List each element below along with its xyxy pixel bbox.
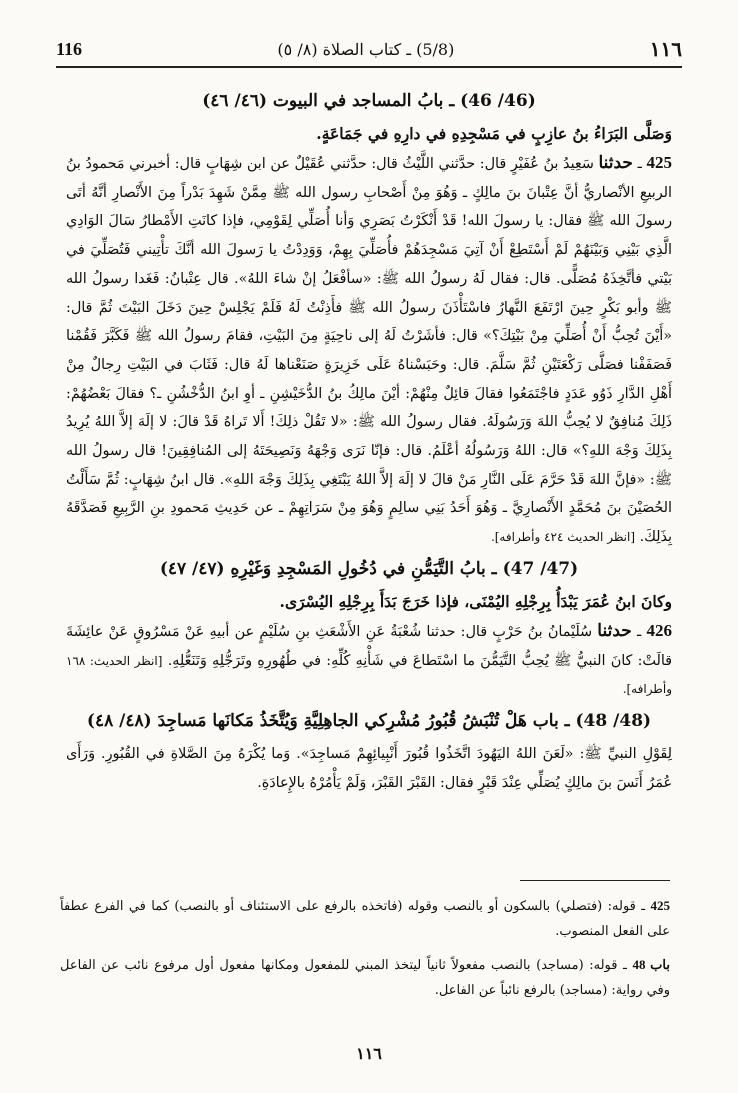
chapter-heading: (46/ 46) ـ بابُ المساجد في البيوت (٤٦/ ٤٦) xyxy=(202,91,536,111)
footnote-number: 425 xyxy=(650,898,670,913)
running-title: (5/8) ـ كتاب الصلاة (٨/ ٥) xyxy=(277,39,455,59)
cross-reference: [انظر الحديث: ١٦٨ وأطرافه]. xyxy=(66,653,672,697)
footnote-divider xyxy=(520,880,670,881)
chapter-heading: (47/ 47) ـ بابُ التَّيَمُّنِ في دُخُولِ المَسْجِدِ وَغَيْرِهِ (٤٧/ ٤٧) xyxy=(159,558,579,579)
footnote xyxy=(60,893,670,944)
text-paragraph: لِقَوْلِ النبيِّ ﷺ: «لَعَنَ اللهُ اليَهُودَ اتَّخَذُوا قُبُورَ أَنْبِيائِهِمْ مَساجِدَ». وَما يُكْرَهُ مِنَ الصَّلاةِ في القُبُورِ. وَرَأَى عُمَرُ أَنَسَ بنَ مالِكٍ يُصَلِّي عِنْدَ قَبْرٍ فقال: القَبْرَ القَبْرَ، وَلَمْ يَأْمُرْهُ بالإِعادَةِ. xyxy=(66,745,672,791)
hadith-number: 425 xyxy=(646,153,673,172)
page-number-latin: 116 xyxy=(56,38,83,59)
page-header xyxy=(56,32,682,68)
footnote-number: باب 48 xyxy=(632,957,670,972)
hadith-text: سَعِيدُ بنُ عُفَيْرٍ قال: حدَّثني اللَّيْثُ قال: حدَّثني عُقَيْلٌ عن ابن شِهَابٍ قال: أخبرني مَحمودُ بنُ الربيعِ الأنْصاريُّ أنَّ عِتْبانَ بنَ مالِكٍ ـ وَهُوَ مِنْ أَصْحابِ رسول الله ﷺ مِمَّنْ شَهِدَ بَدْراً مِنَ الأَنْصارِ أنَّهُ أتَى رسولَ الله ﷺ فقال: يا رسولَ الله! قَدْ أَنْكَرْتُ بَصَرِي وَأنا أُصَلِّي لِقَوْمِي، فإذا كانَتِ الأَمْطارُ سَالَ الوَادِي الَّذِي بَيْنِي وَبَيْنَهُمْ لَمْ أَسْتَطِعْ أَنْ آتِيَ مَسْجِدَهُمْ فأُصَلِّيَ بِهِمْ، وَوَدِدْتُ يا رَسولَ الله أنَّكَ تأْتِيني فَتُصَلِّيَ في بَيْتي فأتَّخِذَهُ مُصَلًّى. قال: فقال لَهُ رسولُ الله ﷺ: «سأفْعَلُ إنْ شاءَ اللهُ». قال عِتْبانُ: فَغَدا رسولُ الله ﷺ وأبو بَكْرٍ حِينَ ارْتَفَعَ النَّهارُ فاسْتَأْذَنَ رسولُ الله ﷺ فأَذِنْتُ لَهُ فَلَمْ يَجْلِسْ حِينَ دَخَلَ البَيْتَ ثُمَّ قال: «أَيْنَ تُحِبُّ أَنْ أُصَلِّيَ مِنْ بَيْتِكَ؟» قال: فأشَرْتُ لَهُ إلى ناحِيَةٍ مِنَ البَيْتِ، فقامَ رسولُ الله ﷺ فَكَبَّرَ فَقُمْنا فَصَفَفْنا فصَلَّى رَكْعَتَيْنِ ثُمَّ سَلَّمَ. قال: وحَبَسْناهُ عَلَى خَزِيرَةٍ صَنَعْناها لَهُ قال: فَثَابَ في البَيْتِ رِجالٌ مِنْ أَهْلِ الدَّارِ ذَوُو عَدَدٍ فاجْتَمَعُوا فقالَ قائِلٌ مِنْهُمْ: أيْنَ مالِكُ بنُ الدُّخَيْشِنِ ـ أوِ ابنُ الدُّخْشُنِ ـ؟ فقالَ بَعْضُهُمْ: ذَلِكَ مُنافِقٌ لا يُحِبُّ اللهَ وَرَسُولَهُ. فقال رسولُ الله ﷺ: «لا تَقُلْ ذلِكَ! أَلا تَراهُ قَدْ قالَ: لا إلَهَ إلاَّ اللهُ يُرِيدُ بِذَلِكَ وَجْهَ اللهِ؟» قال: اللهُ وَرَسُولُهُ أعْلَمُ. قال: فإنّا نَرَى وَجْهَهُ وَنَصِيحَتَهُ إلى المُنافِقِينَ! قال رسولُ الله ﷺ: «فإنَّ اللهَ قَدْ حَرَّمَ عَلَى النَّارِ مَنْ قالَ لا إلَهَ إلاَّ اللهُ يَبْتَغِي بِذَلِكَ وَجْهَ اللهِ». قال ابنُ شِهَابٍ: ثُمَّ سَأَلْتُ الحُصَيْنَ بنَ مُحَمَّدٍ الأَنْصارِيَّ ـ وَهُوَ أَحَدُ بَنِي سالِمٍ وَهُوَ مِنْ سَرَاتِهِمْ ـ عن حَدِيثِ مَحمودِ بنِ الرَّبِيعِ فَصَدَّقَهُ بِذَلِكَ. xyxy=(66,156,672,546)
page-footer-number: ١١٦ xyxy=(356,1044,382,1063)
chapter-heading: (48/ 48) ـ باب هَلْ تُنْبَشُ قُبُورُ مُشْرِكي الجاهِلِيَّةِ وَيُتَّخَذُ مَكانَها مَساجِدَ (٤٨/ ٤٨) xyxy=(86,710,652,731)
chapter-lead-text: وَصَلَّى البَرَاءُ بنُ عازِبٍ في مَسْجِدِهِ في دارِهِ في جَمَاعَةٍ. xyxy=(316,124,672,143)
hadith-opener: حدثنا xyxy=(597,620,632,641)
footnotes xyxy=(60,880,670,1011)
hadith-paragraph: 426 ـ حدثنا سُلَيْمانُ بنُ حَرْبٍ قال: حدثنا شُعْبَةُ عَنِ الأَشْعَثِ بنِ سُلَيْمٍ عن أبيهِ عَنْ مَسْرُوقٍ عَنْ عائِشَةَ قالَتْ: كانَ النبيُّ ﷺ يُحِبُّ التَّيَمُّنَ ما اسْتَطاعَ في شَأْنِهِ كُلِّهِ: في طُهُورِهِ وتَرَجُّلِهِ وَتَنَعُّلِهِ. [انظر الحديث: ١٦٨ وأطرافه]. xyxy=(66,620,673,697)
hadith-number: 426 xyxy=(646,620,672,640)
footnote-text: ـ قوله: (فتصلي) بالسكون أو بالنصب وقوله (فاتخذه بالرفع على الاستئناف أو بالنصب) كما في الفرع عطفاً على الفعل المنصوب. xyxy=(60,899,670,939)
footnote xyxy=(60,952,670,1003)
main-text xyxy=(66,84,672,799)
hadith-opener: حدثنا xyxy=(598,153,633,173)
hadith-paragraph: 425 ـ حدثنا سَعِيدُ بنُ عُفَيْرٍ قال: حدَّثني اللَّيْثُ قال: حدَّثني عُقَيْلٌ عن ابن شِهَابٍ قال: أخبرني مَحمودُ بنُ الربيعِ الأنْصاريُّ أنَّ عِتْبانَ بنَ مالِكٍ ـ وَهُوَ مِنْ أَصْحابِ رسول الله ﷺ مِمَّنْ شَهِدَ بَدْراً مِنَ الأَنْصارِ أنَّهُ أتَى رسولَ الله ﷺ فقال: يا رسولَ الله! قَدْ أَنْكَرْتُ بَصَرِي وَأنا أُصَلِّي لِقَوْمِي، فإذا كانَتِ الأَمْطارُ سَالَ الوَادِي الَّذِي بَيْنِي وَبَيْنَهُمْ لَمْ أَسْتَطِعْ أَنْ آتِيَ مَسْجِدَهُمْ فأُصَلِّيَ بِهِمْ، وَوَدِدْتُ يا رَسولَ الله أنَّكَ تأْتِيني فَتُصَلِّيَ في بَيْتي فأتَّخِذَهُ مُصَلًّى. قال: فقال لَهُ رسولُ الله ﷺ: «سأفْعَلُ إنْ شاءَ اللهُ». قال عِتْبانُ: فَغَدا رسولُ الله ﷺ وأبو بَكْرٍ حِينَ ارْتَفَعَ النَّهارُ فاسْتَأْذَنَ رسولُ الله ﷺ فأَذِنْتُ لَهُ فَلَمْ يَجْلِسْ حِينَ دَخَلَ البَيْتَ ثُمَّ قال: «أَيْنَ تُحِبُّ أَنْ أُصَلِّيَ مِنْ بَيْتِكَ؟» قال: فأشَرْتُ لَهُ إلى ناحِيَةٍ مِنَ البَيْتِ، فقامَ رسولُ الله ﷺ فَكَبَّرَ فَقُمْنا فَصَفَفْنا فصَلَّى رَكْعَتَيْنِ ثُمَّ سَلَّمَ. قال: وحَبَسْناهُ عَلَى خَزِيرَةٍ صَنَعْناها لَهُ قال: فَثَابَ في البَيْتِ رِجالٌ مِنْ أَهْلِ الدَّارِ ذَوُو عَدَدٍ فاجْتَمَعُوا فقالَ قائِلٌ مِنْهُمْ: أيْنَ مالِكُ بنُ الدُّخَيْشِنِ ـ أوِ ابنُ الدُّخْشُنِ ـ؟ فقالَ بَعْضُهُمْ: ذَلِكَ مُنافِقٌ لا يُحِبُّ اللهَ وَرَسُولَهُ. فقال رسولُ الله ﷺ: «لا تَقُلْ ذلِكَ! أَلا تَراهُ قَدْ قالَ: لا إلَهَ إلاَّ اللهُ يُرِيدُ بِذَلِكَ وَجْهَ اللهِ؟» قال: اللهُ وَرَسُولُهُ أعْلَمُ. قال: فإنّا نَرَى وَجْهَهُ وَنَصِيحَتَهُ إلى المُنافِقِينَ! قال رسولُ الله ﷺ: «فإنَّ اللهَ قَدْ حَرَّمَ عَلَى النَّارِ مَنْ قالَ لا إلَهَ إلاَّ اللهُ يَبْتَغِي بِذَلِكَ وَجْهَ اللهِ». قال ابنُ شِهَابٍ: ثُمَّ سَأَلْتُ الحُصَيْنَ بنَ مُحَمَّدٍ الأَنْصارِيَّ ـ وَهُوَ أَحَدُ بَنِي سالِمٍ وَهُوَ مِنْ سَرَاتِهِمْ ـ عن حَدِيثِ مَحمودِ بنِ الرَّبِيعِ فَصَدَّقَهُ بِذَلِكَ. [انظر الحديث ٤٢٤ وأطرافه]. xyxy=(66,153,673,546)
hadith-text: سُلَيْمانُ بنُ حَرْبٍ قال: حدثنا شُعْبَةُ عَنِ الأَشْعَثِ بنِ سُلَيْمٍ عن أبيهِ عَنْ مَسْرُوقٍ عَنْ عائِشَةَ قالَتْ: كانَ النبيُّ ﷺ يُحِبُّ التَّيَمُّنَ ما اسْتَطاعَ في شَأْنِهِ كُلِّهِ: في طُهُورِهِ وتَرَجُّلِهِ وَتَنَعُّلِهِ. xyxy=(66,623,673,669)
chapter-lead-text: وكانَ ابنُ عُمَرَ يَبْدَأُ بِرِجْلِهِ اليُمْنَى، فإذا خَرَجَ بَدَأَ بِرِجْلِهِ اليُسْرَى. xyxy=(279,591,672,611)
footnote-text: ـ قوله: (مساجد) بالنصب مفعولاً ثانياً ليتخذ المبني للمفعول ومكانها مفعول أول مرفوع نائب عن الفاعل وفي رواية: (مساجد) بالرفع نائباً عن الفاعل. xyxy=(60,958,670,998)
cross-reference: [انظر الحديث ٤٢٤ وأطرافه]. xyxy=(490,530,636,545)
page-number-arabic: ١١٦ xyxy=(649,37,682,61)
